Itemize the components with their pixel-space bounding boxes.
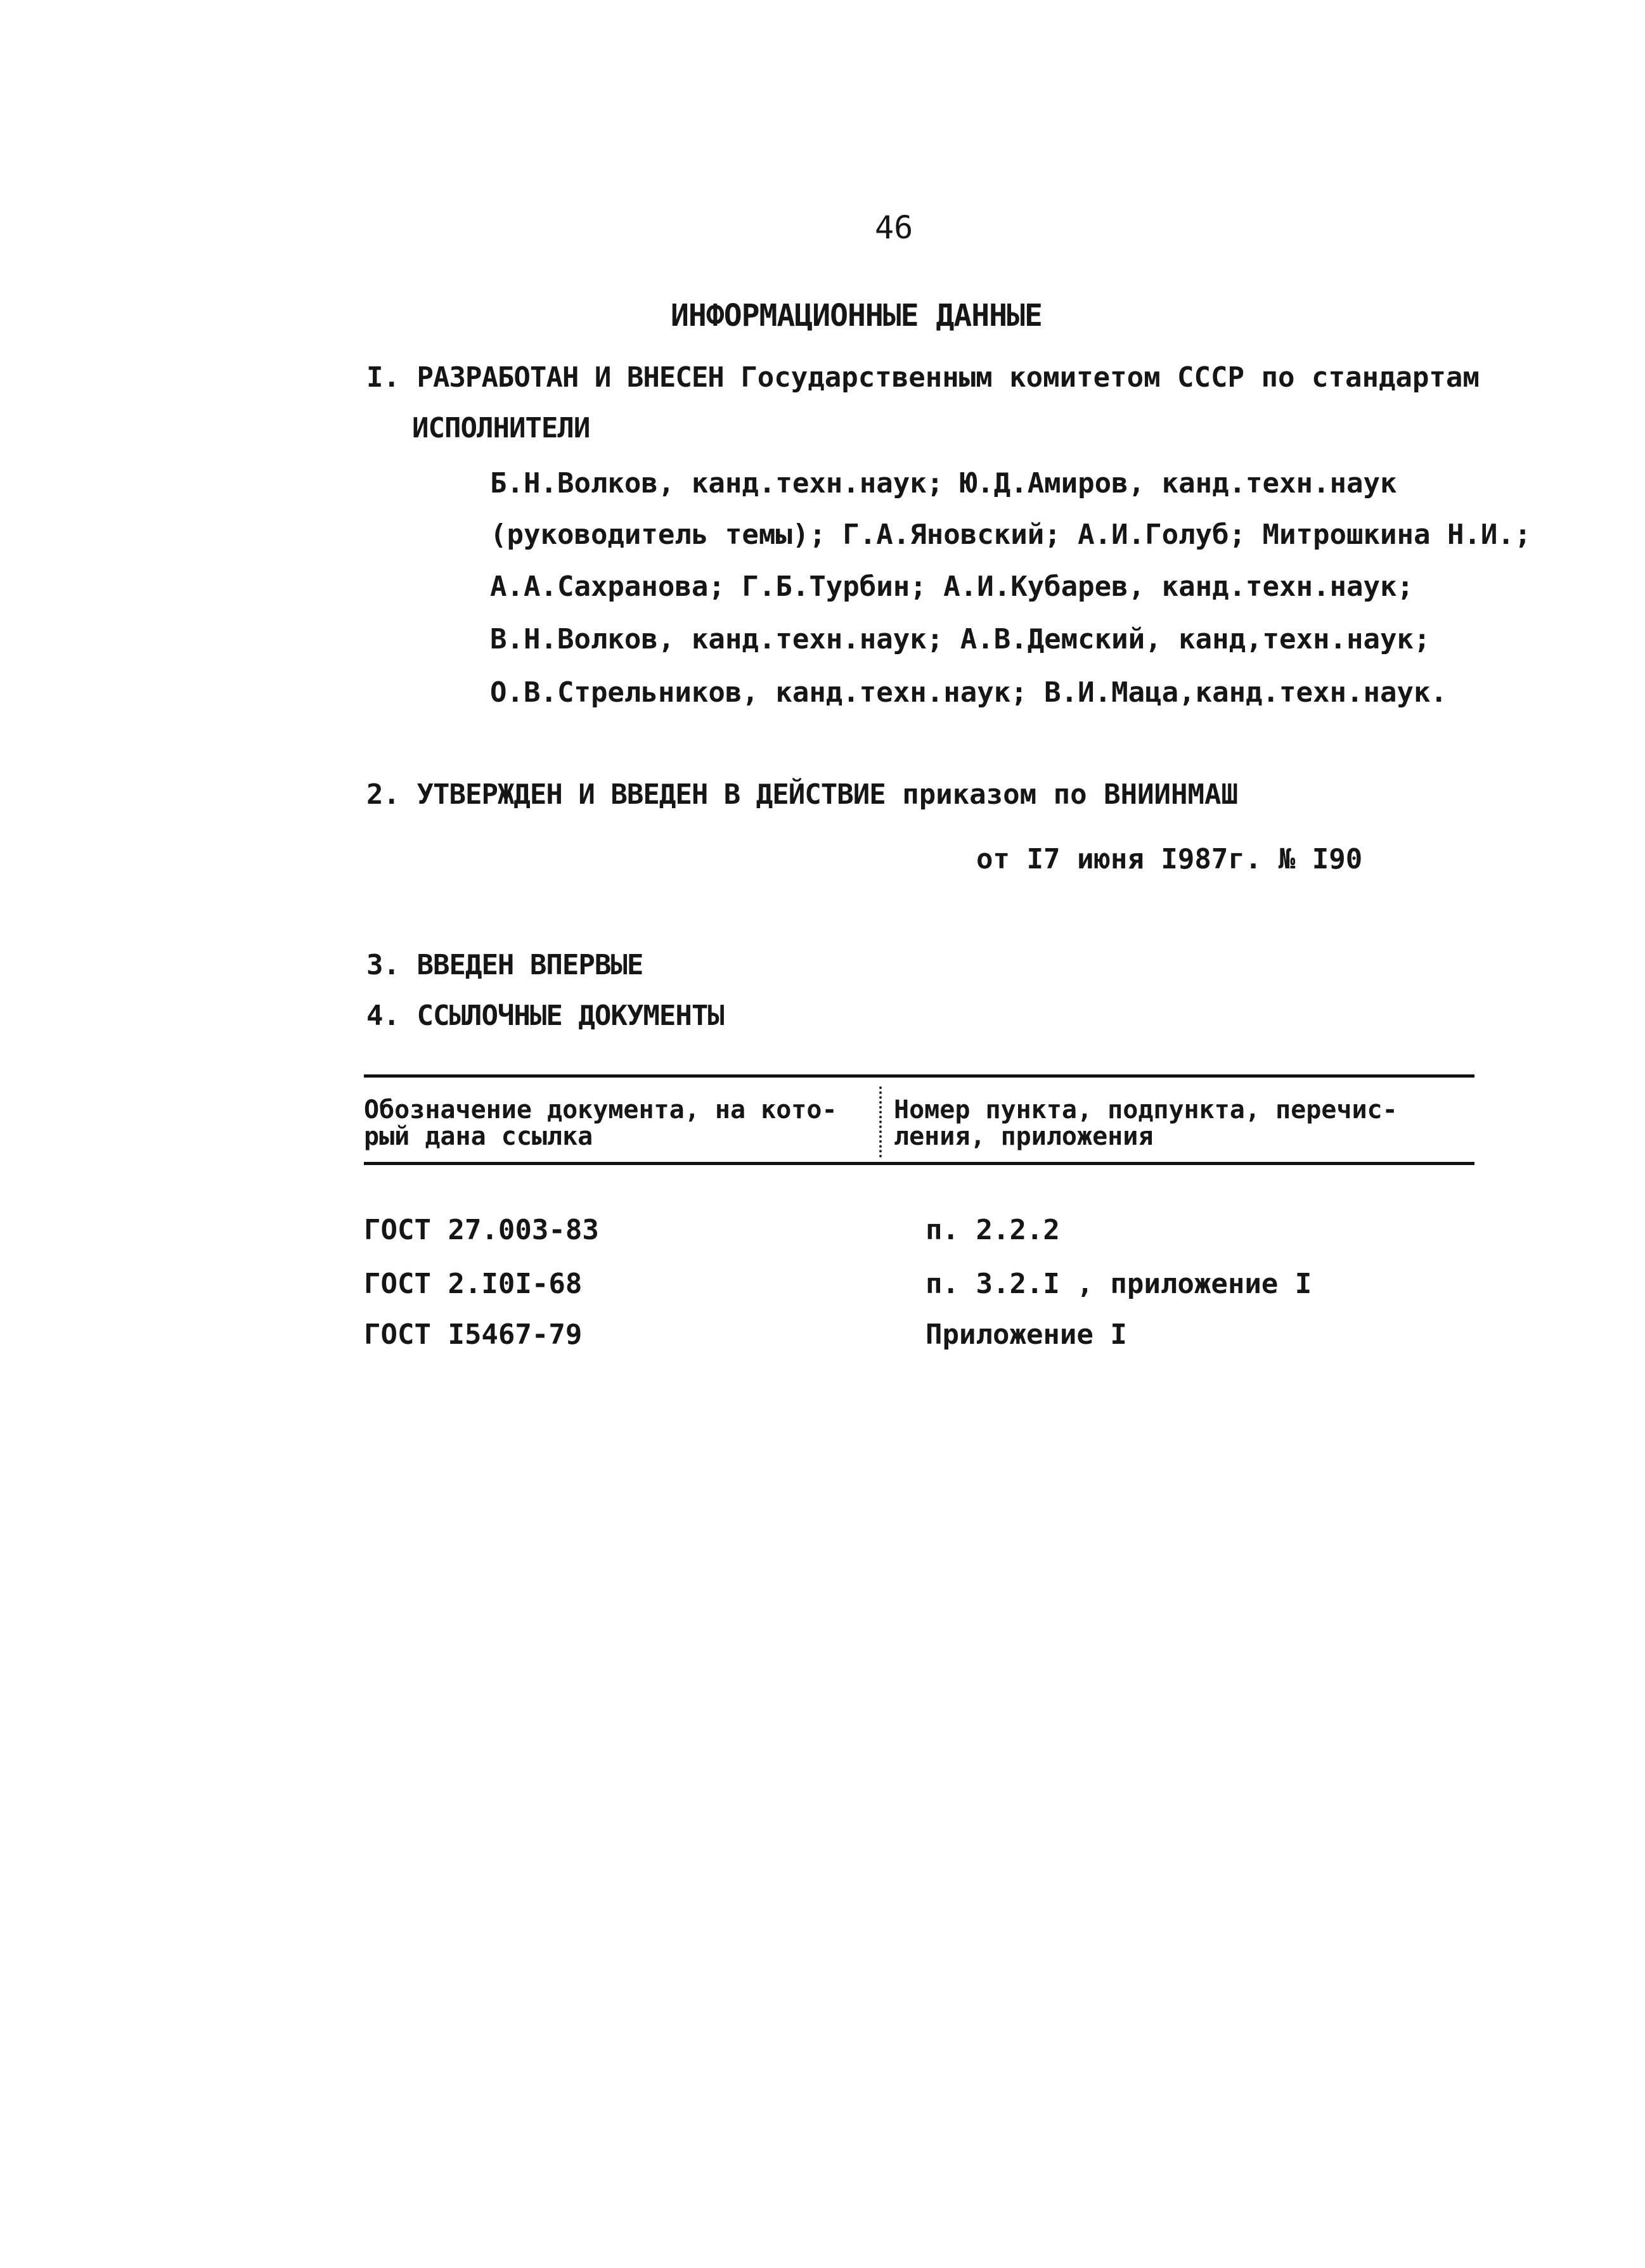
table-cell-clause: Приложение I <box>926 1318 1127 1351</box>
executors-line: А.А.Сахранова; Г.Б.Турбин; А.И.Кубарев, канд.техн.наук; <box>490 570 1414 603</box>
executors-heading: ИСПОЛНИТЕЛИ <box>412 412 590 444</box>
executors-line: Б.Н.Волков, канд.техн.наук; Ю.Д.Амиров, канд.техн.наук <box>490 467 1397 499</box>
item-1-text: Государственным комитетом СССР по стандартам <box>740 361 1480 394</box>
table-header-rule <box>364 1162 1474 1165</box>
table-cell-clause: п. 2.2.2 <box>926 1214 1060 1246</box>
executors-line: В.Н.Волков, канд.техн.наук; А.В.Демский, канд,техн.наук; <box>490 623 1431 655</box>
table-column-separator <box>879 1086 882 1157</box>
item-1-heading: РАЗРАБОТАН И ВНЕСЕН <box>416 361 724 394</box>
item-4-number: 4. <box>366 1000 400 1032</box>
executors-line: (руководитель темы); Г.А.Яновский; А.И.Голуб; Митрошкина Н.И.; <box>490 519 1532 551</box>
document-title: ИНФОРМАЦИОННЫЕ ДАННЫЕ <box>671 298 1042 333</box>
table-cell-clause: п. 3.2.I , приложение I <box>926 1268 1312 1300</box>
item-1-line <box>366 361 1480 394</box>
item-2-number: 2. <box>366 778 400 811</box>
item-3-heading: ВВЕДЕН ВПЕРВЫЕ <box>416 949 643 981</box>
table-header-document: Обозначение документа, на кото- рый дана ссылка <box>364 1095 837 1151</box>
executors-line: О.В.Стрельников, канд.техн.наук; В.И.Маца,канд.техн.наук. <box>490 676 1447 709</box>
item-4-line <box>366 1000 724 1032</box>
item-2-heading: УТВЕРЖДЕН И ВВЕДЕН В ДЕЙСТВИЕ <box>416 778 886 811</box>
approval-date: от I7 июня I987г. № I90 <box>976 843 1363 875</box>
item-1-number: I. <box>366 361 400 394</box>
item-2-line <box>366 778 1238 811</box>
table-cell-document: ГОСТ 27.003-83 <box>364 1214 599 1246</box>
table-header-clause: Номер пункта, подпункта, перечис- ления, приложения <box>894 1095 1398 1151</box>
table-top-rule <box>364 1074 1474 1078</box>
item-4-heading: ССЫЛОЧНЫЕ ДОКУМЕНТЫ <box>416 1000 724 1032</box>
table-cell-document: ГОСТ I5467-79 <box>364 1318 583 1351</box>
item-3-number: 3. <box>366 949 400 981</box>
table-cell-document: ГОСТ 2.I0I-68 <box>364 1268 583 1300</box>
page-number: 46 <box>875 209 913 246</box>
item-3-line <box>366 949 643 981</box>
item-2-text: приказом по ВНИИНМАШ <box>902 778 1239 811</box>
